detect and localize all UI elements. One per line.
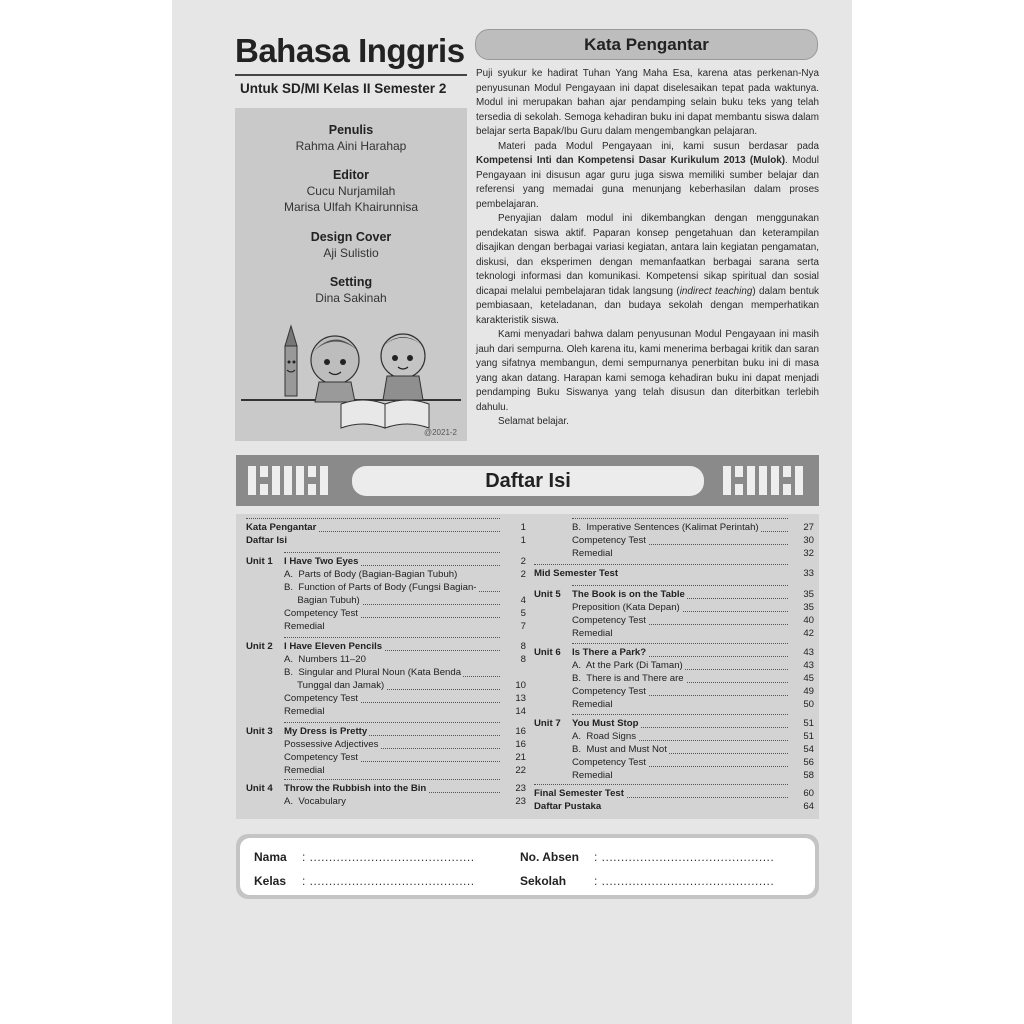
toc-page-number: 21 — [515, 752, 526, 763]
toc-entry-title: Final Semester Test — [534, 788, 624, 799]
toc-entry-title: Remedial — [572, 770, 613, 781]
credit-name: Dina Sakinah — [315, 291, 387, 305]
text-span: . Modul Pengayaan ini disusun agar guru juga siswa memiliki sumber belajar dan referensi yang memadai guna menunjang keberhasilan dalam proses pembelajaran. — [476, 155, 819, 210]
toc-dot-leader — [284, 552, 500, 553]
toc-entry-title: You Must Stop — [572, 718, 639, 729]
toc-entry-title: My Dress is Pretty — [284, 726, 368, 737]
kata-pengantar-body — [476, 67, 819, 430]
toc-entry-title: B. Must and Must Not — [572, 744, 667, 755]
toc-page-number: 2 — [520, 556, 526, 567]
toc-entry-title: Is There a Park? — [572, 647, 647, 658]
toc-page-number: 16 — [515, 726, 526, 737]
credit-penulis — [235, 122, 467, 154]
toc-page-number: 54 — [803, 744, 814, 755]
toc-entry-title: Mid Semester Test — [534, 568, 619, 579]
toc-page-number: 35 — [803, 589, 814, 600]
toc-dot-leader — [534, 564, 788, 565]
book-title: Bahasa Inggris — [235, 32, 465, 69]
toc-page-number: 33 — [803, 568, 814, 579]
toc-page-number: 5 — [520, 608, 526, 619]
toc-entry-title: Competency Test — [284, 608, 358, 619]
credit-setting — [235, 274, 467, 306]
colon: : — [302, 874, 306, 888]
toc-page-number: 23 — [515, 796, 526, 807]
text-span: ) dalam bentuk pembiasaan, keteladanan, dan budaya sekolah dengan memperhatikan karakteristik siswa. — [476, 285, 819, 326]
daftar-isi-title: Daftar Isi — [352, 466, 704, 496]
paragraph — [476, 212, 819, 328]
kata-pengantar-title: Kata Pengantar — [475, 29, 818, 60]
toc-dot-leader — [284, 637, 500, 638]
daftar-isi-banner — [236, 455, 819, 506]
toc-unit-label: Unit 2 — [246, 641, 273, 652]
sekolah-field[interactable]: : ............................................. — [594, 874, 775, 888]
toc-page-number: 4 — [520, 595, 526, 606]
toc-unit-label: Unit 1 — [246, 556, 273, 567]
children-reading-illustration — [235, 320, 467, 435]
toc-page-number: 30 — [803, 535, 814, 546]
toc-page-number: 51 — [803, 731, 814, 742]
toc-page-number: 43 — [803, 660, 814, 671]
paragraph: Kami menyadari bahwa dalam penyusunan Modul Pengayaan ini masih jauh dari sempurna. Oleh karena itu, kami menerima berbagai kritik dan saran yang sifatnya membangun, demi sempurnanya penerbitan buku ini di masa yang akan datang. Harapan kami semoga kehadiran buku ini dapat menjadi pendamping Buku Siswanya yang telah disusun dan diterbitkan terlebih dahulu. — [476, 329, 819, 413]
table-of-contents — [236, 514, 819, 819]
book-subtitle: Untuk SD/MI Kelas II Semester 2 — [240, 81, 447, 96]
credit-editor — [235, 167, 467, 215]
toc-page-number: 13 — [515, 693, 526, 704]
credit-role: Penulis — [328, 123, 374, 137]
toc-page-number: 45 — [803, 673, 814, 684]
boy-left-icon — [311, 336, 359, 402]
toc-dot-leader — [534, 784, 788, 785]
toc-dot-leader — [284, 779, 500, 780]
kelas-label: Kelas — [254, 874, 287, 888]
toc-page-number: 42 — [803, 628, 814, 639]
toc-entry-title: Remedial — [572, 628, 613, 639]
text-span: Penyajian dalam modul ini dikembangkan dengan menggunakan pendekatan siswa aktif. Paparan konsep pengetahuan dan keterampilan disajikan dengan berbagai variasi kegiatan, antara lain kegiatan pengamatan, diskusi, dan eksperimen dengan memanfaatkan berbagai sarana serta teknologi informasi dan komunikasi. Kompetensi sikap spiritual dan sosial dicapai melalui pembelajaran tidak langsung ( — [476, 213, 819, 297]
toc-entry-title: A. At the Park (Di Taman) — [572, 660, 683, 671]
nama-label: Nama — [254, 850, 287, 864]
toc-entry-title: Competency Test — [572, 615, 646, 626]
credit-name: Rahma Aini Harahap — [295, 139, 407, 153]
toc-page-number: 8 — [520, 654, 526, 665]
toc-unit-label: Unit 5 — [534, 589, 561, 600]
credit-design-cover — [235, 229, 467, 261]
toc-entry-title: I Have Two Eyes — [284, 556, 359, 567]
toc-entry-title: Throw the Rubbish into the Bin — [284, 783, 427, 794]
toc-page-number: 56 — [803, 757, 814, 768]
open-book-icon — [341, 400, 429, 428]
sekolah-label: Sekolah — [520, 874, 567, 888]
toc-page-number: 10 — [515, 680, 526, 691]
toc-entry-title: Competency Test — [572, 757, 646, 768]
toc-dot-leader — [572, 714, 788, 715]
colon: : — [302, 850, 306, 864]
toc-entry-title: Remedial — [572, 548, 613, 559]
toc-unit-label: Unit 6 — [534, 647, 561, 658]
toc-entry-title: Remedial — [284, 621, 325, 632]
closing-line: Selamat belajar. — [498, 416, 569, 427]
toc-unit-label: Unit 7 — [534, 718, 561, 729]
ruler-decoration-right-icon — [721, 463, 807, 498]
toc-entry-title: I Have Eleven Pencils — [284, 641, 383, 652]
credit-name: Cucu Nurjamilah — [306, 184, 396, 198]
toc-page-number: 23 — [515, 783, 526, 794]
toc-entry-title: B. Singular and Plural Noun (Kata Benda — [284, 667, 462, 678]
no-absen-field[interactable]: : ............................................. — [594, 850, 775, 864]
toc-page-number: 1 — [520, 535, 526, 546]
text-italic: indirect teaching — [679, 285, 753, 297]
toc-page-number: 58 — [803, 770, 814, 781]
text-bold: Kompetensi Inti dan Kompetensi Dasar Kurikulum 2013 (Mulok) — [476, 155, 786, 166]
toc-entry-title: A. Vocabulary — [284, 796, 346, 807]
colon: : — [594, 874, 598, 888]
toc-page-number: 60 — [803, 788, 814, 799]
paragraph — [476, 140, 819, 213]
toc-entry-title: B. Function of Parts of Body (Fungsi Bagian- — [284, 582, 477, 593]
no-absen-label: No. Absen — [520, 850, 579, 864]
credit-name: Aji Sulistio — [323, 246, 379, 260]
toc-entry-title: B. There is and There are — [572, 673, 684, 684]
nama-field[interactable]: : ........................................... — [302, 850, 475, 864]
toc-entry-title: Competency Test — [284, 693, 358, 704]
boy-right-icon — [381, 334, 425, 400]
toc-page-number: 64 — [803, 801, 814, 812]
toc-page-number: 50 — [803, 699, 814, 710]
toc-entry-title: Preposition (Kata Depan) — [572, 602, 680, 613]
toc-page-number: 35 — [803, 602, 814, 613]
toc-entry-title: A. Numbers 11–20 — [284, 654, 366, 665]
toc-page-number: 16 — [515, 739, 526, 750]
toc-entry-title: Remedial — [572, 699, 613, 710]
title-underline — [235, 74, 467, 76]
toc-entry-title: Competency Test — [284, 752, 358, 763]
toc-entry-title: The Book is on the Table — [572, 589, 685, 600]
toc-entry-title: Possessive Adjectives — [284, 739, 379, 750]
toc-entry-title: Competency Test — [572, 535, 646, 546]
student-identity-box — [236, 834, 819, 899]
toc-dot-leader — [572, 643, 788, 644]
toc-dot-leader — [246, 518, 500, 519]
toc-page-number: 32 — [803, 548, 814, 559]
toc-entry-title: Remedial — [284, 706, 325, 717]
toc-dot-leader — [284, 722, 500, 723]
credit-name: Marisa Ulfah Khairunnisa — [283, 200, 419, 214]
toc-page-number: 40 — [803, 615, 814, 626]
toc-entry-title: A. Road Signs — [572, 731, 636, 742]
credit-role: Design Cover — [310, 230, 392, 244]
toc-dot-leader — [572, 585, 788, 586]
toc-dot-leader — [572, 518, 788, 519]
pencil-character-icon — [285, 326, 297, 396]
toc-entry-title: Tunggal dan Jamak) — [284, 680, 385, 691]
toc-page-number: 8 — [520, 641, 526, 652]
toc-entry-title: A. Parts of Body (Bagian-Bagian Tubuh) — [284, 569, 458, 580]
toc-entry-title: Daftar Pustaka — [534, 801, 602, 812]
toc-unit-label: Unit 4 — [246, 783, 273, 794]
credits-panel — [235, 108, 467, 441]
paragraph: Puji syukur ke hadirat Tuhan Yang Maha Esa, karena atas perkenan-Nya penyusunan Modul Pengayaan ini dapat diselesaikan tepat pada waktunya. Modul ini merupakan bahan ajar pendamping selain buku teks yang telah tersedia di sekolah. Semoga kehadiran buku ini dapat membantu siswa dalam belajar serta Bapak/Ibu Guru dalam mengembangkan pelajaran. — [476, 68, 819, 137]
toc-page-number: 2 — [520, 569, 526, 580]
ruler-decoration-left-icon — [246, 463, 332, 498]
toc-entry-title: Daftar Isi — [246, 535, 288, 546]
toc-entry-title: Remedial — [284, 765, 325, 776]
credit-role: Setting — [329, 275, 373, 289]
toc-entry-title: Kata Pengantar — [246, 522, 317, 533]
toc-page-number: 7 — [520, 621, 526, 632]
art-code: @2021-2 — [423, 428, 457, 437]
credit-role: Editor — [332, 168, 370, 182]
toc-entry-title: Competency Test — [572, 686, 646, 697]
toc-entry-title: B. Imperative Sentences (Kalimat Perintah) — [572, 522, 759, 533]
toc-page-number: 43 — [803, 647, 814, 658]
toc-unit-label: Unit 3 — [246, 726, 273, 737]
toc-page-number: 14 — [515, 706, 526, 717]
toc-page-number: 1 — [520, 522, 526, 533]
toc-page-number: 22 — [515, 765, 526, 776]
toc-page-number: 27 — [803, 522, 814, 533]
toc-entry-title: Bagian Tubuh) — [284, 595, 360, 606]
toc-page-number: 49 — [803, 686, 814, 697]
kelas-field[interactable]: : ........................................... — [302, 874, 475, 888]
text-span: Materi pada Modul Pengayaan ini, kami susun berdasar pada — [498, 140, 819, 152]
toc-page-number: 51 — [803, 718, 814, 729]
identity-inner — [240, 838, 815, 895]
colon: : — [594, 850, 598, 864]
